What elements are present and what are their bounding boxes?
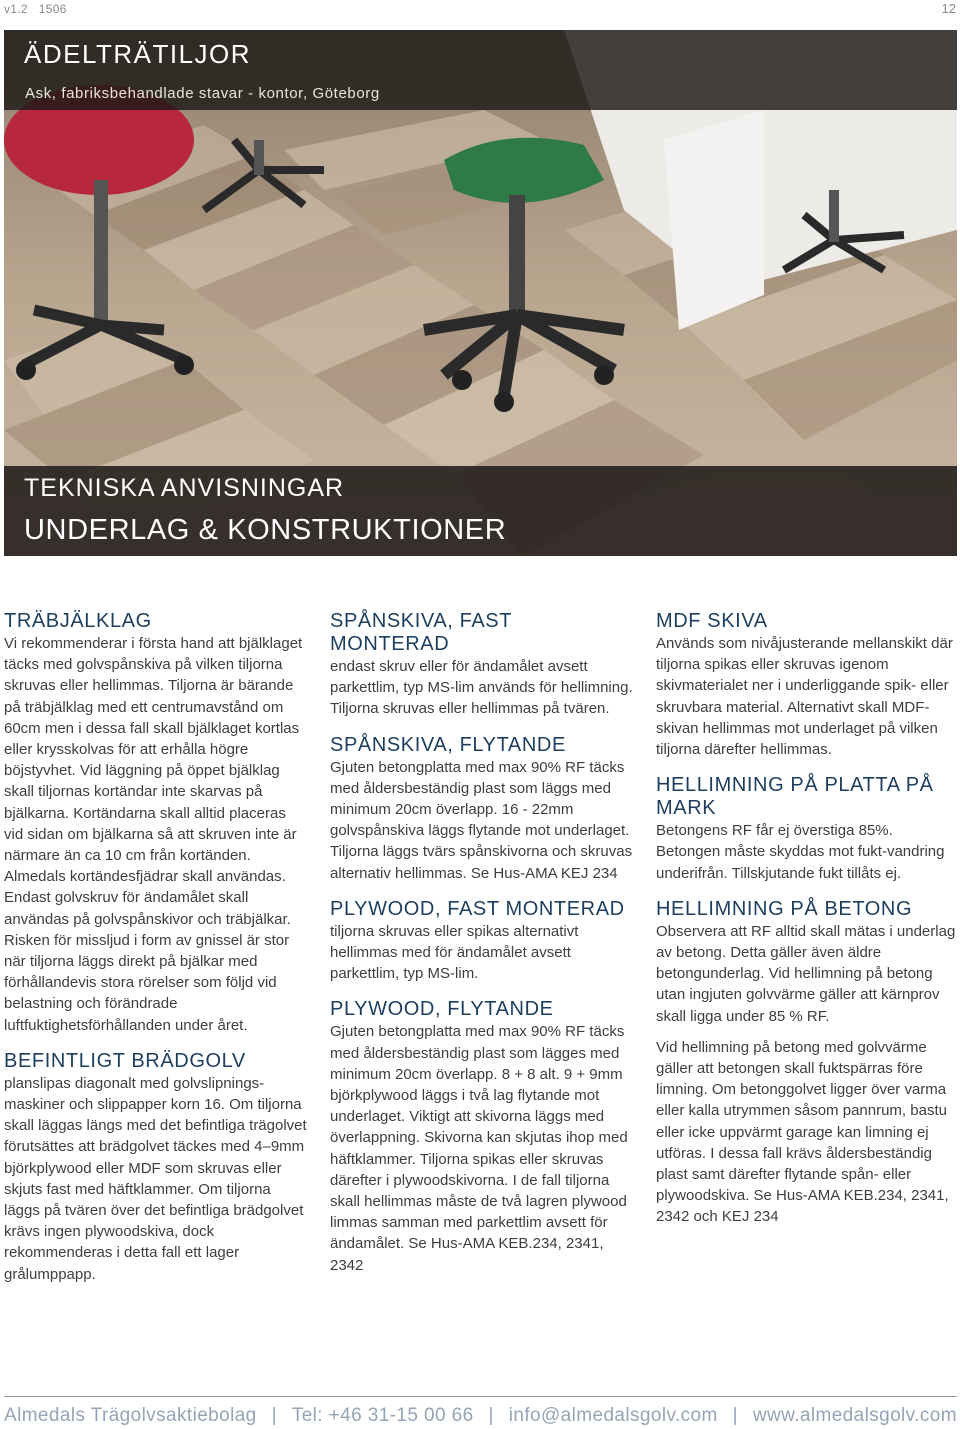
section-title-band <box>4 466 957 556</box>
column-3 <box>656 610 956 1228</box>
page-header <box>0 0 960 20</box>
footer-divider <box>4 1396 957 1397</box>
desk-panel <box>664 110 764 330</box>
footer-separator: | <box>732 1405 738 1426</box>
body-plywood-flytande: Gjuten betongplatta med max 90% RF täcks med åldersbeständig plast som lägges med minimum 20cm överlapp. 8 + 8 alt. 9 + 9mm björkplywood läggs i två lag flytande mot underlaget. Viktigt att skivorna läggs med överlappning. Skivorna kan skjutas ihop med häftklammer. Tiljorna spikas eller skruvas därefter i plywoodskivorna. I de fall tiljorna skall hellimmas måste de två lagren plywood limmas samman med parkettlim avsett för ändamålet. Se Hus-AMA KEB.234, 2341, 2342 <box>330 1023 628 1274</box>
body-mdf-skiva: Används som nivåjusterande mellanskikt där tiljorna spikas eller skruvas igenom skivmaterialet ner i underliggande spik- eller skruvbara material. Alternativt skall MDF-skivan hellimmas mot underlaget på vilken tiljorna därefter hellimmas. <box>656 635 953 759</box>
footer-email[interactable]: info@almedalsgolv.com <box>508 1405 718 1426</box>
footer-separator: | <box>271 1405 277 1426</box>
body-hellimning-betong-1: Observera att RF alltid skall mätas i underlag av betong. Detta gäller även äldre betongunderlag. Vid hellimning på betong utan ingjuten golvvärme gäller att kärnprov skall ligga under 85 % RF. <box>656 922 956 1025</box>
column-2 <box>330 610 634 1276</box>
body-hellimning-platta: Betongens RF får ej överstiga 85%. Betongen måste skyddas mot fukt-vandring underifrån. Tillskjutande fukt tillåts ej. <box>656 822 945 882</box>
heading-spanskiva-fast: SPÅNSKIVA, FAST MONTERAD <box>330 610 512 655</box>
heading-hellimning-betong: HELLIMNING PÅ BETONG <box>656 897 913 920</box>
section-subtitle: UNDERLAG & KONSTRUKTIONER <box>24 514 507 546</box>
body-spanskiva-fast: endast skruv eller för ändamålet avsett parkettlim, typ MS-lim används för hellimning. Tiljorna skruvas eller hellimmas på tvären. <box>330 658 633 718</box>
heading-plywood-flytande: PLYWOOD, FLYTANDE <box>330 998 554 1021</box>
body-hellimning-betong-2: Vid hellimning på betong med golvvärme gäller att betongen skall fuktspärras före limning. Om betonggolvet ligger över varma eller kalla utrymmen såsom pannrum, bastu eller icke uppvärmt garage kan limning ej utföras. I dessa fall krävs åldersbeständig plast samt därefter flytande spån- eller plywoodskiva. Se Hus-AMA KEB.234, 2341, 2342 och KEJ 234 <box>656 1038 949 1226</box>
section-title: TEKNISKA ANVISNINGAR <box>24 474 345 502</box>
body-plywood-fast: tiljorna skruvas eller spikas alternativt hellimmas med för ändamålet avsett parkettlim, typ MS-lim. <box>330 922 579 983</box>
hero-subtitle: Ask, fabriksbehandlade stavar - kontor, Göteborg <box>25 85 380 102</box>
column-1 <box>4 610 308 1285</box>
footer-phone[interactable]: Tel: +46 31-15 00 66 <box>291 1405 474 1426</box>
hero-title-band <box>4 30 957 110</box>
body-spanskiva-flytande: Gjuten betongplatta med max 90% RF täcks med åldersbeständig plast som läggs med minimum 20cm överlapp. 16 - 22mm golvspånskiva läggs flytande mot underlaget. Tiljorna läggs tvärs spånskivorna och skruvas alternativ hellimmas. Se Hus-AMA KEJ 234 <box>330 758 633 882</box>
page-number: 12 <box>941 1 956 16</box>
hero-title: ÄDELTRÄTILJOR <box>24 39 252 69</box>
footer-separator: | <box>488 1405 494 1426</box>
body-befintligt-bradgolv: planslipas diagonalt med golvslipnings-maskiner och slippapper korn 16. Om tiljorna skall läggas längs med det befintliga trägolvet förutsättes att brädgolvet täckes med 4–9mm björkplywood eller MDF som skruvas eller skjuts fast med häftklammer. Om tiljorna läggs på tvären över det befintliga brädgolvet krävs ingen plywoodskiva, dock rekommenderas i detta fall ett lager grålumppapp. <box>4 1074 307 1283</box>
doc-code: 1506 <box>38 2 67 16</box>
version-label <box>4 2 67 16</box>
footer-website[interactable]: www.almedalsgolv.com <box>752 1405 957 1426</box>
heading-trabjalklag: TRÄBJÄLKLAG <box>4 610 152 632</box>
footer-company: Almedals Trägolvsaktiebolag <box>4 1405 257 1426</box>
heading-befintligt-bradgolv: BEFINTLIGT BRÄDGOLV <box>4 1049 246 1072</box>
heading-mdf-skiva: MDF SKIVA <box>656 610 768 632</box>
version: v1.2 <box>4 2 28 16</box>
heading-hellimning-platta: HELLIMNING PÅ PLATTA PÅ MARK <box>656 774 934 820</box>
heading-plywood-fast: PLYWOOD, FAST MONTERAD <box>330 897 625 920</box>
page-footer <box>4 1403 957 1429</box>
body-trabjalklag: Vi rekommenderar i första hand att bjälklaget täcks med golvspånskiva på vilken tiljorna skruvas eller hellimmas. Tiljorna är bärande på träbjälklag med ett centrumavstånd om 60cm men i dessa fall skall bjälklaget kortlas eller krysskolvas för att erhålla högre böjstyvhet. Vid läggning på öppet bjälklag skall tiljornas kortändar inte skarvas på bjälkarna. Kortändarna skall alltid placeras vid sidan om bjälkarna så att skruven inte är närmare än ca 10 cm från kortänden. Almedals kortändesfjädrar skall användas. Endast golvskruv för ändamålet skall användas på golvspånskivor och träbjälkar. Risken för missljud i form av gnissel är stor när tiljorna läggs direkt på bjälkar med förhållandevis stora rörelser som följd vid belastning och förändrade luftfuktighetsförhållanden under året. <box>4 635 303 1034</box>
heading-spanskiva-flytande: SPÅNSKIVA, FLYTANDE <box>330 733 566 756</box>
